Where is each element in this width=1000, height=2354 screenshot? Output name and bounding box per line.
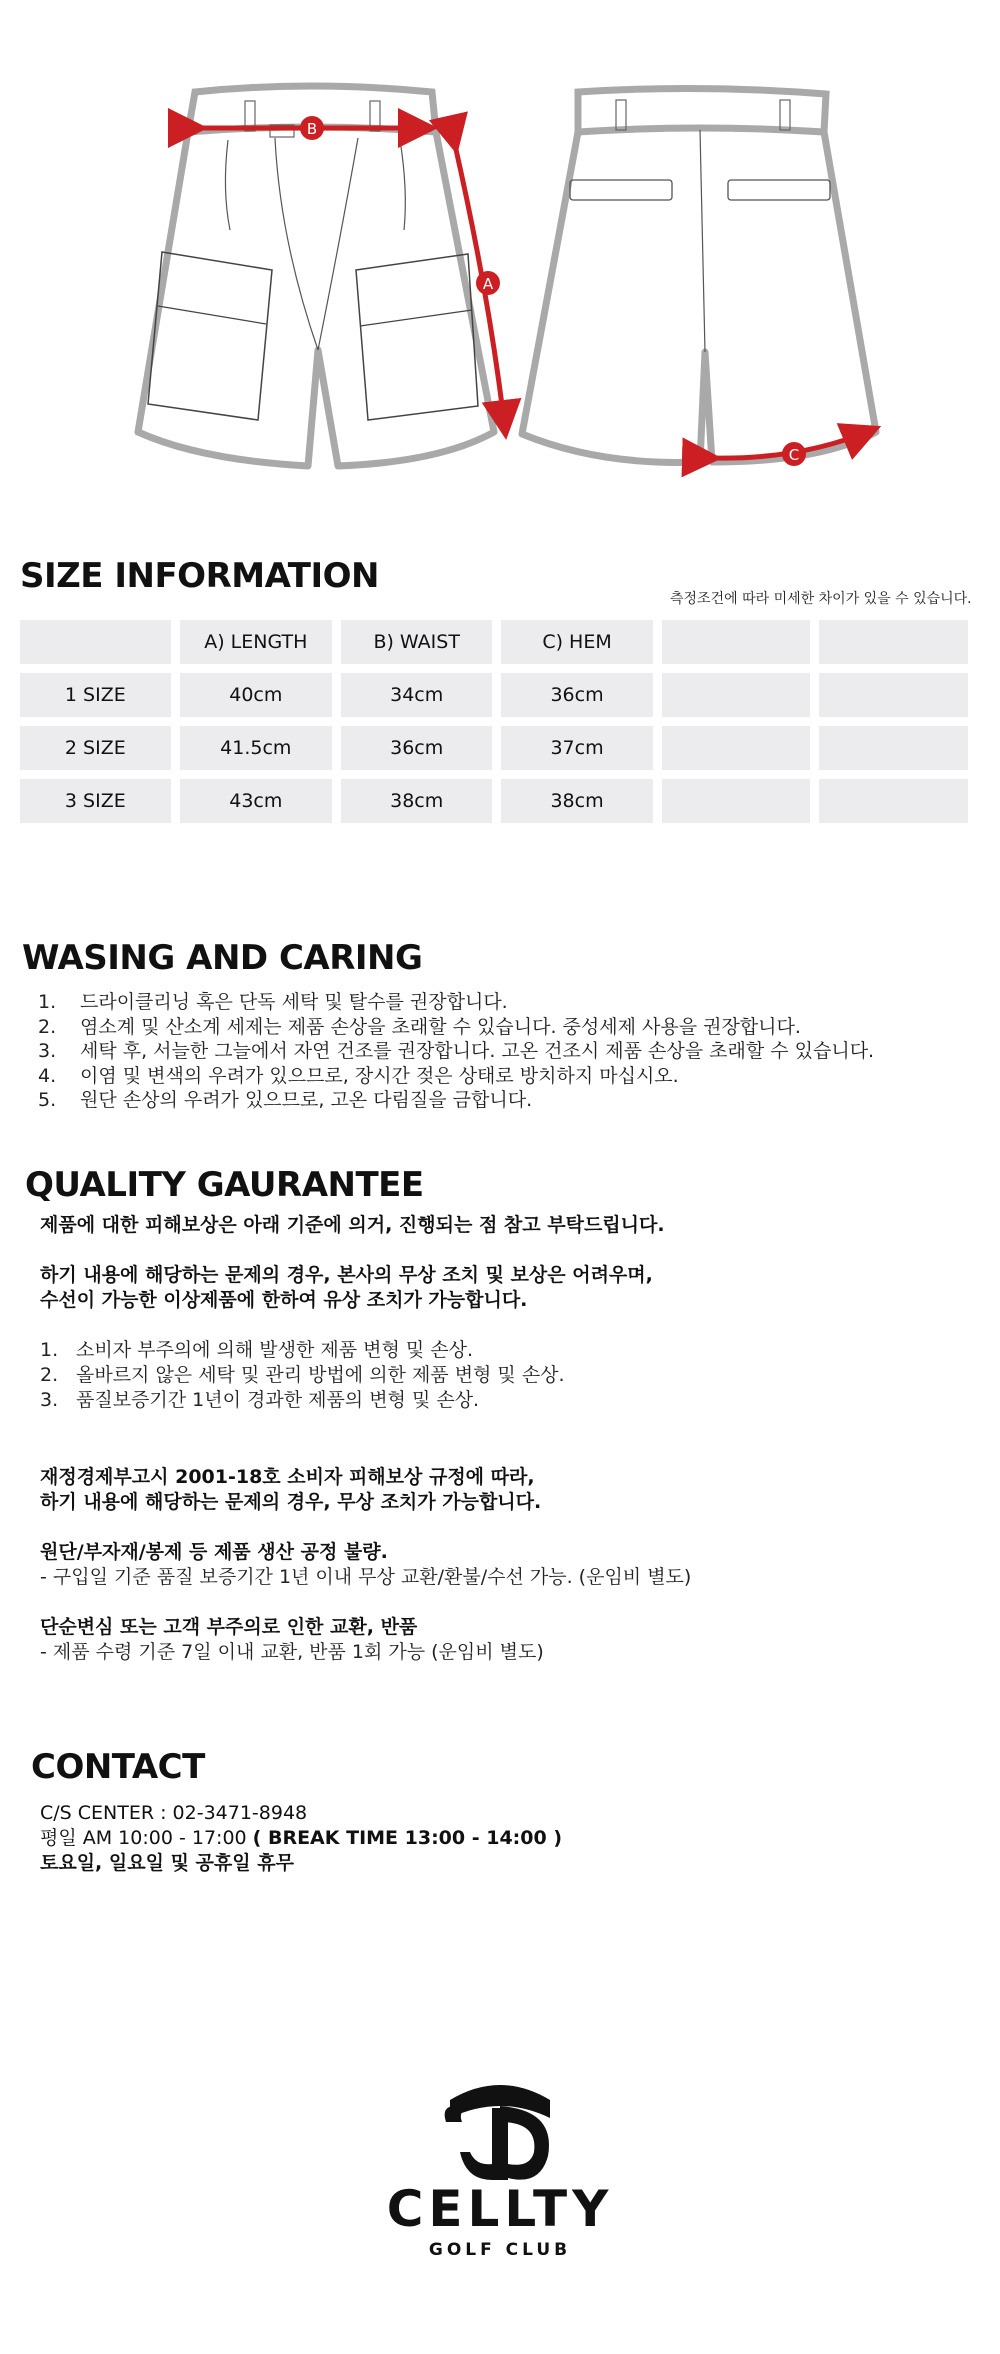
measure-a-label: A xyxy=(482,275,494,293)
size-information-title: SIZE INFORMATION xyxy=(20,556,379,596)
size-table-header-cell xyxy=(819,620,968,664)
contact-title: CONTACT xyxy=(31,1747,205,1787)
size-table-cell xyxy=(819,726,968,770)
size-table-cell: 3 SIZE xyxy=(20,779,171,823)
list-number: 4. xyxy=(38,1064,57,1087)
list-item xyxy=(38,990,998,1015)
size-table-row xyxy=(20,726,968,770)
contact-body xyxy=(40,1801,562,1876)
list-item xyxy=(38,1064,998,1089)
size-table-cell xyxy=(819,779,968,823)
size-table-header-cell: A) LENGTH xyxy=(180,620,332,664)
hours-text: 평일 AM 10:00 - 17:00 xyxy=(40,1827,253,1849)
list-number: 2. xyxy=(38,1015,57,1038)
list-text: 이염 및 변색의 우려가 있으므로, 장시간 젖은 상태로 방치하지 마십시오. xyxy=(80,1064,679,1087)
list-number: 3. xyxy=(40,1389,59,1411)
list-text: 원단 손상의 우려가 있으므로, 고온 다림질을 금합니다. xyxy=(80,1089,533,1111)
list-text: 소비자 부주의에 의해 발생한 제품 변형 및 손상. xyxy=(76,1339,474,1361)
back-view xyxy=(522,88,876,466)
quality-change-text: - 제품 수령 기준 7일 이내 교환, 반품 1회 가능 (운임비 별도) xyxy=(40,1641,544,1663)
list-number: 5. xyxy=(38,1089,57,1111)
size-table-cell: 34cm xyxy=(341,673,492,717)
size-table-cell: 37cm xyxy=(501,726,652,770)
list-number: 2. xyxy=(40,1364,59,1386)
size-table-row xyxy=(20,779,968,823)
quality-guarantee-body xyxy=(40,1213,980,1665)
brand-name: CELLTY xyxy=(386,2180,614,2238)
front-view xyxy=(138,86,505,466)
quality-change-title: 단순변심 또는 고객 부주의로 인한 교환, 반품 xyxy=(40,1616,418,1638)
list-text: 올바르지 않은 세탁 및 관리 방법에 의한 제품 변형 및 손상. xyxy=(76,1364,565,1386)
list-number: 1. xyxy=(40,1339,59,1361)
washing-list xyxy=(38,990,998,1113)
list-text: 세탁 후, 서늘한 그늘에서 자연 건조를 권장합니다. 고온 건조시 제품 손상을 초래할 수 있습니다. xyxy=(80,1040,875,1062)
size-table-header-cell: C) HEM xyxy=(501,620,652,664)
size-table-header-cell: B) WAIST xyxy=(341,620,492,664)
size-table-row xyxy=(20,673,968,717)
quality-regulation-line: 재정경제부고시 2001-18호 소비자 피해보상 규정에 따라, xyxy=(40,1466,535,1488)
size-table xyxy=(11,611,977,832)
washing-caring-title: WASING AND CARING xyxy=(22,938,423,978)
cs-center: C/S CENTER : 02-3471-8948 xyxy=(40,1802,308,1824)
quality-intro: 제품에 대한 피해보상은 아래 기준에 의거, 진행되는 점 참고 부탁드립니다. xyxy=(40,1214,665,1236)
size-table-cell: 2 SIZE xyxy=(20,726,171,770)
size-table-cell: 36cm xyxy=(501,673,652,717)
quality-notice-line: 하기 내용에 해당하는 문제의 경우, 본사의 무상 조치 및 보상은 어려우며, xyxy=(40,1264,653,1286)
list-item xyxy=(38,1039,998,1064)
list-item xyxy=(40,1338,980,1363)
quality-regulation-line: 하기 내용에 해당하는 문제의 경우, 무상 조치가 가능합니다. xyxy=(40,1491,542,1513)
size-table-cell: 36cm xyxy=(341,726,492,770)
list-item xyxy=(38,1015,998,1040)
list-text: 드라이클리닝 혹은 단독 세탁 및 탈수를 권장합니다. xyxy=(80,991,508,1013)
size-table-cell: 38cm xyxy=(501,779,652,823)
list-text: 염소계 및 산소계 세제는 제품 손상을 초래할 수 있습니다. 중성세제 사용을 권장합니다. xyxy=(80,1015,801,1038)
quality-defect-text: - 구입일 기준 품질 보증기간 1년 이내 무상 교환/환불/수선 가능. (운임비 별도) xyxy=(40,1566,692,1588)
size-table-header-cell xyxy=(20,620,171,664)
list-item xyxy=(38,1088,998,1113)
break-time: ( BREAK TIME 13:00 - 14:00 ) xyxy=(252,1827,563,1849)
size-table-cell xyxy=(662,779,811,823)
quality-defect-title: 원단/부자재/봉제 등 제품 생산 공정 불량. xyxy=(40,1541,388,1563)
brand-subtitle: GOLF CLUB xyxy=(428,2240,572,2260)
measure-c-label: C xyxy=(788,446,800,464)
list-number: 3. xyxy=(38,1040,57,1062)
size-table-header xyxy=(20,620,968,664)
business-hours xyxy=(40,1826,562,1851)
measure-b-label: B xyxy=(306,120,318,138)
size-table-cell: 41.5cm xyxy=(180,726,332,770)
size-table-cell: 38cm xyxy=(341,779,492,823)
list-number: 1. xyxy=(38,991,57,1013)
size-table-cell xyxy=(662,726,811,770)
size-table-cell: 40cm xyxy=(180,673,332,717)
list-item xyxy=(40,1363,980,1388)
size-table-cell xyxy=(819,673,968,717)
holiday-notice: 토요일, 일요일 및 공휴일 휴무 xyxy=(40,1852,294,1874)
size-table-cell: 43cm xyxy=(180,779,332,823)
size-measurement-note: 측정조건에 따라 미세한 차이가 있을 수 있습니다. xyxy=(670,591,972,607)
size-table-header-cell xyxy=(662,620,811,664)
size-table-cell: 1 SIZE xyxy=(20,673,171,717)
quality-guarantee-title: QUALITY GAURANTEE xyxy=(25,1165,424,1205)
list-item xyxy=(40,1388,980,1413)
size-table-cell xyxy=(662,673,811,717)
quality-notice-line: 수선이 가능한 이상제품에 한하여 유상 조치가 가능합니다. xyxy=(40,1289,528,1311)
shorts-size-diagram xyxy=(0,0,1000,500)
list-text: 품질보증기간 1년이 경과한 제품의 변형 및 손상. xyxy=(76,1389,480,1411)
